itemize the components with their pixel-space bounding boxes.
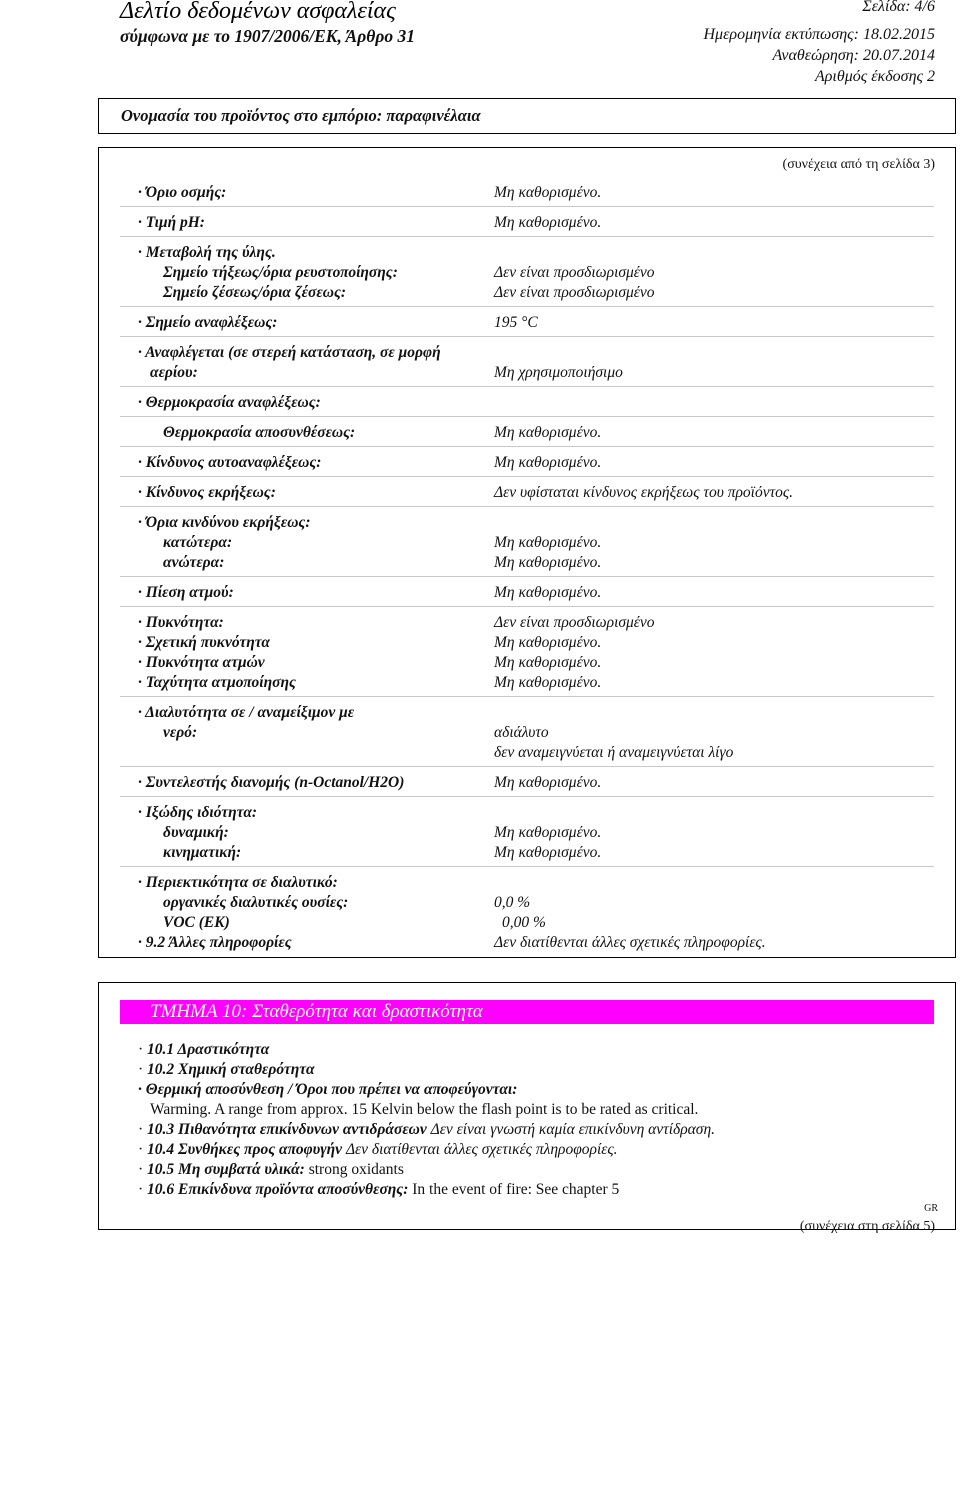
divider [120, 236, 934, 237]
flash-point-label: · Σημείο αναφλέξεως: [138, 314, 278, 331]
melting-point-label: Σημείο τήξεως/όρια ρευστοποίησης: [163, 264, 398, 281]
hazardous-reactions-value: Δεν είναι γνωστή καμία επικίνδυνη αντίδραση. [430, 1121, 716, 1138]
odour-threshold-value: Μη καθορισμένο. [494, 184, 602, 201]
kinematic-viscosity-value: Μη καθορισμένο. [494, 844, 602, 861]
divider [120, 206, 934, 207]
lower-limit-value: Μη καθορισμένο. [494, 534, 602, 551]
relative-density-label: · Σχετική πυκνότητα [138, 634, 270, 651]
conditions-to-avoid-label: 10.4 Συνθήκες προς αποφυγήν [147, 1141, 343, 1158]
other-info-label: · 9.2 Άλλες πληροφορίες [138, 934, 292, 951]
flammability-label: · Αναφλέγεται (σε στερεή κατάσταση, σε μορφή [138, 344, 441, 361]
upper-limit-label: ανώτερα: [163, 554, 225, 571]
document-subtitle: σύμφωνα με το 1907/2006/ΕΚ, Άρθρο 31 [120, 26, 415, 46]
page-number: Σελίδα: 4/6 [862, 0, 935, 15]
divider [120, 416, 934, 417]
divider [120, 866, 934, 867]
self-ignition-value: Μη καθορισμένο. [494, 454, 602, 471]
voc-label: VOC (EK) [163, 914, 230, 931]
print-date: Ημερομηνία εκτύπωσης: 18.02.2015 [703, 26, 935, 43]
lower-limit-label: κατώτερα: [163, 534, 233, 551]
decomposition-temp-value: Μη καθορισμένο. [494, 424, 602, 441]
divider [120, 796, 934, 797]
divider [120, 696, 934, 697]
language-tag: GR [924, 1203, 938, 1214]
product-name: Ονομασία του προϊόντος στο εμπόριο: παραφινέλαια [121, 106, 481, 125]
continued-to: (συνέχεια στη σελίδα 5) [799, 1219, 935, 1234]
solubility-value-cont: δεν αναμειγνύεται ή αναμειγνύεται λίγο [494, 744, 734, 761]
viscosity-label: · Ιξώδης ιδιότητα: [138, 804, 258, 821]
divider [120, 576, 934, 577]
divider [120, 446, 934, 447]
solubility-value: αδιάλυτο [494, 724, 549, 741]
incompatible-materials-label: 10.5 Μη συμβατά υλικά: [147, 1161, 305, 1178]
kinematic-viscosity-label: κινηματική: [163, 844, 242, 861]
divider [120, 386, 934, 387]
solubility-label-cont: νερό: [163, 724, 198, 741]
solubility-label: · Διαλυτότητα σε / αναμείξιμον με [138, 704, 355, 721]
divider [120, 766, 934, 767]
divider [120, 336, 934, 337]
change-of-state-label: · Μεταβολή της ύλης. [138, 244, 276, 261]
flammability-value: Μη χρησιμοποιήσιμο [494, 364, 623, 381]
document-title: Δελτίο δεδομένων ασφαλείας [120, 0, 396, 24]
continued-from: (συνέχεια από τη σελίδα 3) [782, 157, 935, 172]
incompatible-materials-value: strong oxidants [308, 1161, 404, 1178]
explosion-hazard-label: · Κίνδυνος εκρήξεως: [138, 484, 276, 501]
explosion-hazard-value: Δεν υφίσταται κίνδυνος εκρήξεως του προϊόντος. [494, 484, 794, 501]
version-number: Αριθμός έκδοσης 2 [814, 68, 935, 85]
thermal-decomposition-text: Warming. A range from approx. 15 Kelvin below the flash point is to be rated as critical. [150, 1101, 699, 1118]
boiling-point-label: Σημείο ζέσεως/όρια ζέσεως: [163, 284, 347, 301]
section10-title: ΤΜΗΜΑ 10: Σταθερότητα και δραστικότητα [150, 1001, 483, 1022]
vapour-pressure-value: Μη καθορισμένο. [494, 584, 602, 601]
density-value: Δεν είναι προσδιωρισμένο [494, 614, 655, 631]
decomposition-temp-label: Θερμοκρασία αποσυνθέσεως: [163, 424, 356, 441]
flammability-label-cont: αερίου: [150, 364, 198, 381]
other-info-value: Δεν διατίθενται άλλες σχετικές πληροφορίες. [494, 934, 766, 951]
upper-limit-value: Μη καθορισμένο. [494, 554, 602, 571]
vapour-density-value: Μη καθορισμένο. [494, 654, 602, 671]
thermal-decomposition-label: · Θερμική αποσύνθεση / Όροι που πρέπει να αποφεύγονται: [138, 1081, 518, 1098]
product-name-box [98, 98, 956, 134]
vapour-density-label: · Πυκνότητα ατμών [138, 654, 265, 671]
divider [120, 306, 934, 307]
ph-value: Μη καθορισμένο. [494, 214, 602, 231]
organic-solvents-value: 0,0 % [494, 894, 531, 911]
ignition-temp-label: · Θερμοκρασία αναφλέξεως: [138, 394, 321, 411]
organic-solvents-label: οργανικές διαλυτικές ουσίες: [163, 894, 349, 911]
divider [120, 476, 934, 477]
flash-point-value: 195 °C [494, 314, 538, 331]
chemical-stability-label: 10.2 Χημική σταθερότητα [147, 1061, 315, 1078]
explosion-limits-label: · Όρια κινδύνου εκρήξεως: [138, 514, 311, 531]
density-label: · Πυκνότητα: [138, 614, 224, 631]
solvent-content-label: · Περιεκτικότητα σε διαλυτικό: [138, 874, 338, 891]
evaporation-rate-label: · Ταχύτητα ατμοποίησης [138, 674, 296, 691]
self-ignition-label: · Κίνδυνος αυτοαναφλέξεως: [138, 454, 322, 471]
hazardous-reactions-label: 10.3 Πιθανότητα επικίνδυνων αντιδράσεων [147, 1121, 427, 1138]
evaporation-rate-value: Μη καθορισμένο. [494, 674, 602, 691]
conditions-to-avoid-value: Δεν διατίθενται άλλες σχετικές πληροφορίες. [345, 1141, 618, 1158]
divider [120, 506, 934, 507]
partition-coefficient-value: Μη καθορισμένο. [494, 774, 602, 791]
decomposition-products-value: In the event of fire: See chapter 5 [412, 1181, 620, 1198]
section10-heading-bar [120, 1000, 934, 1024]
partition-coefficient-label: · Συντελεστής διανομής (n-Octanol/H2O) [138, 774, 405, 791]
decomposition-products-label: 10.6 Επικίνδυνα προϊόντα αποσύνθεσης: [147, 1181, 409, 1198]
ph-label: · Τιμή pH: [138, 214, 205, 231]
divider [120, 606, 934, 607]
odour-threshold-label: · Όριο οσμής: [138, 184, 227, 201]
relative-density-value: Μη καθορισμένο. [494, 634, 602, 651]
vapour-pressure-label: · Πίεση ατμού: [138, 584, 234, 601]
voc-value: 0,00 % [502, 914, 546, 931]
reactivity-label: 10.1 Δραστικότητα [147, 1041, 270, 1058]
dynamic-viscosity-value: Μη καθορισμένο. [494, 824, 602, 841]
dynamic-viscosity-label: δυναμική: [163, 824, 229, 841]
melting-point-value: Δεν είναι προσδιωρισμένο [494, 264, 655, 281]
revision-date: Αναθεώρηση: 20.07.2014 [772, 47, 935, 64]
boiling-point-value: Δεν είναι προσδιωρισμένο [494, 284, 655, 301]
